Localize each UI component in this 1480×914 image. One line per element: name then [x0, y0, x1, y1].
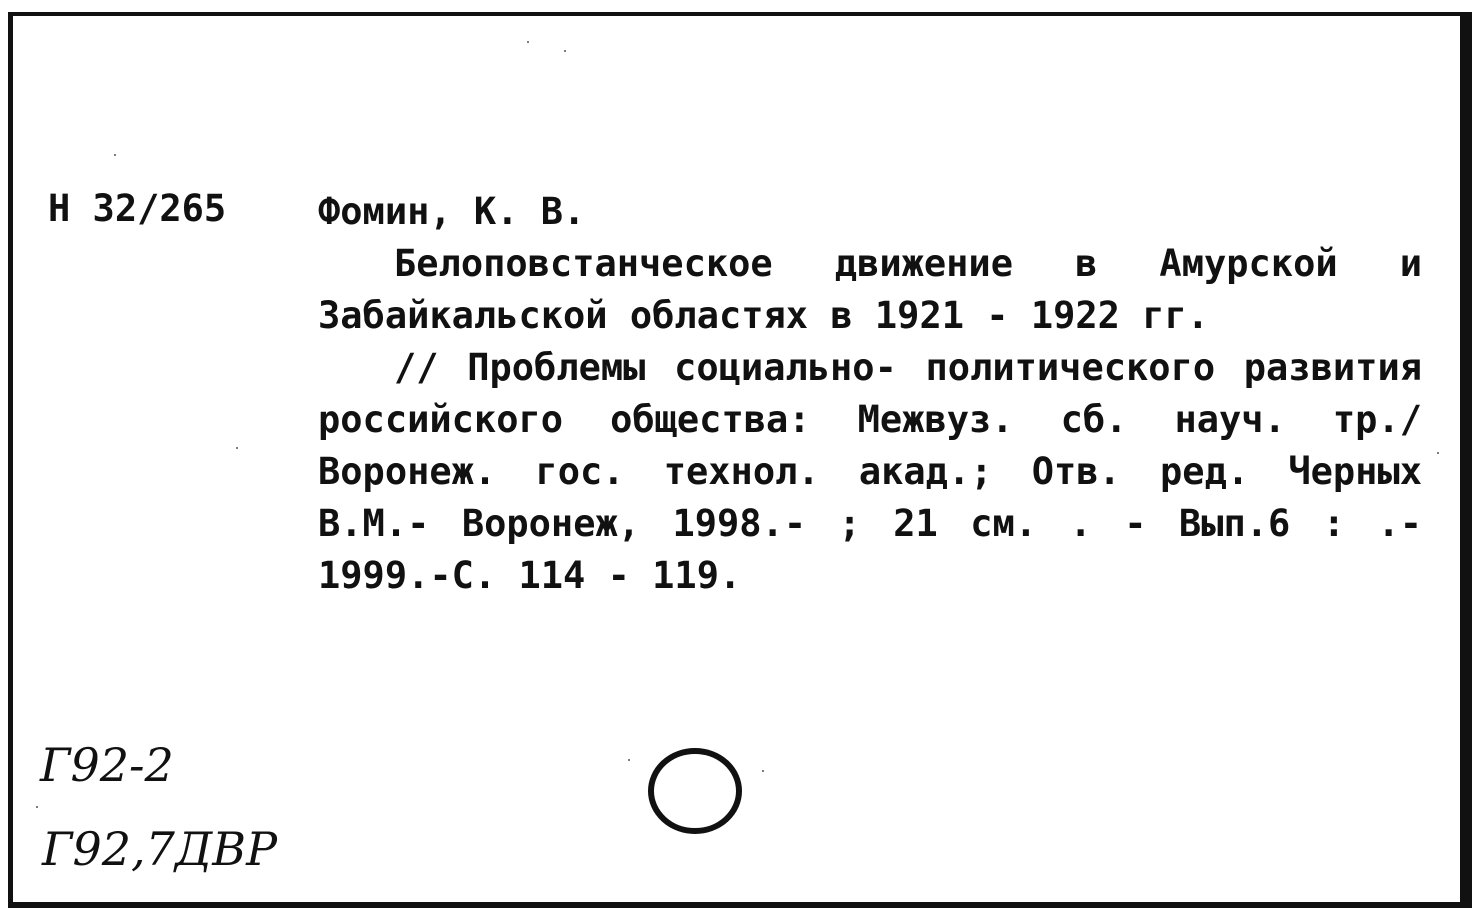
paper-speck: [1437, 452, 1439, 454]
title-paragraph: Белоповстанческое движение в Амурской и Забайкальской областях в 1921 - 1922 гг.: [318, 242, 1422, 337]
handwritten-classification-1: Г92-2: [40, 738, 174, 792]
paper-speck: [36, 806, 38, 808]
bibliographic-entry: [318, 186, 1422, 602]
card-edge-shadow: [1460, 16, 1472, 884]
paper-speck: [564, 50, 566, 52]
paper-speck: [114, 154, 116, 156]
paper-speck: [236, 447, 238, 449]
paper-speck: [628, 759, 630, 761]
punch-hole-ring: [644, 744, 746, 838]
source-paragraph: // Проблемы социально- политического развития российского общества: Межвуз. сб. науч. тр./ Воронеж. гос. технол. акад.; Отв. ред. Черных В.М.- Воронеж, 1998.- ; 21 см. . - Вып.6 : .- 1999.-С. 114 - 119.: [318, 346, 1422, 597]
shelfmark: Н 32/265: [48, 187, 227, 230]
paper-speck: [762, 770, 764, 772]
author-heading: Фомин, К. В.: [318, 190, 586, 233]
handwritten-classification-2: Г92,7ДВР: [42, 822, 278, 876]
paper-speck: [527, 41, 529, 43]
